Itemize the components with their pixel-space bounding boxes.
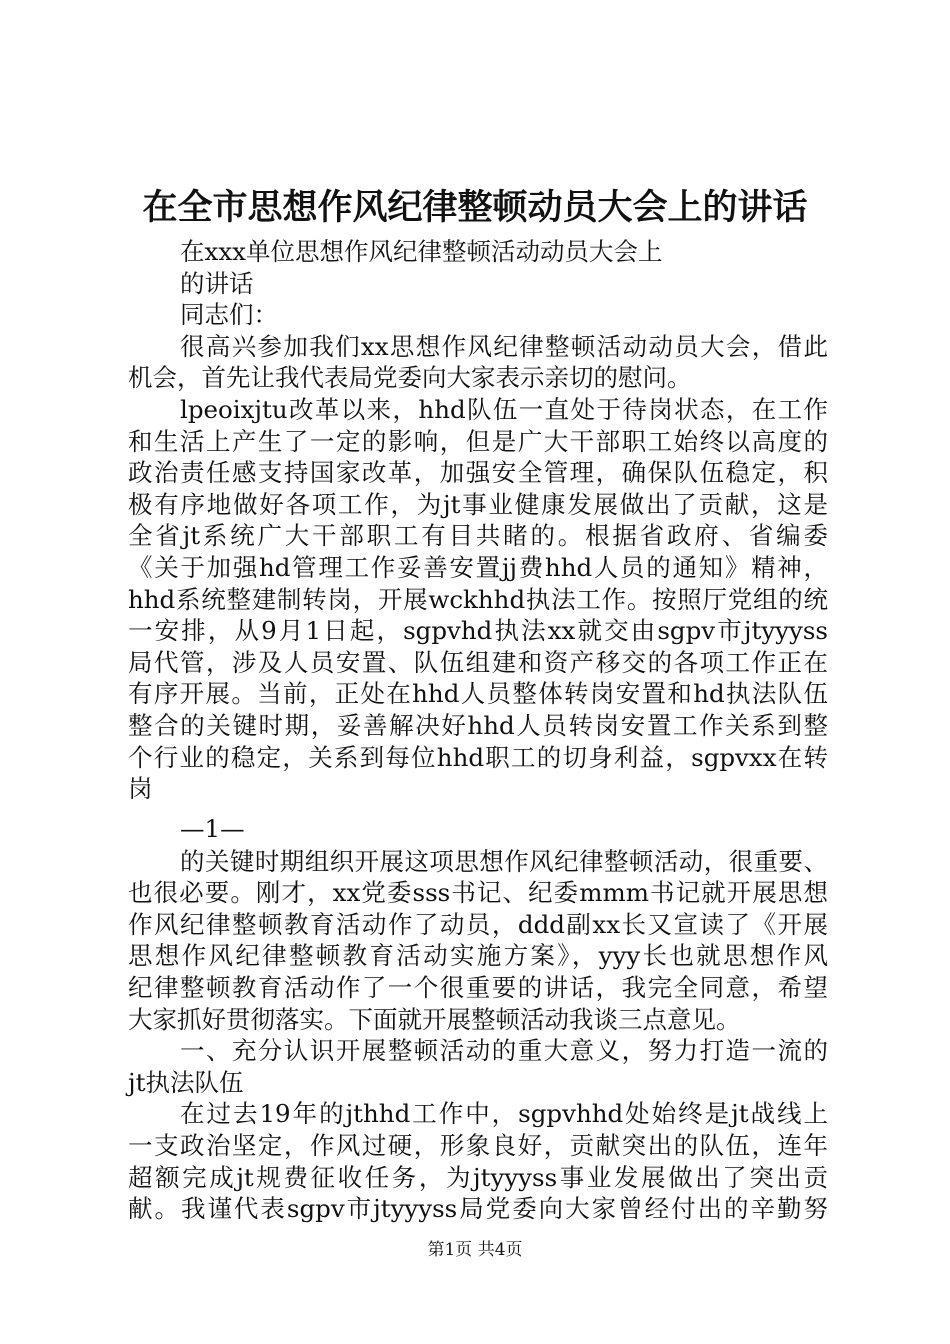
paragraph-line: hhd系统整建制转岗，开展wckhhd执法工作。按照厅党组的统	[128, 584, 828, 614]
paragraph-line: 和生活上产生了一定的影响，但是广大干部职工始终以高度的	[128, 426, 828, 456]
inline-page-marker: —1—	[180, 813, 245, 843]
paragraph-line: 一安排，从9月1日起，sgpvhd执法xx就交由sgpv市jtyyyss	[128, 616, 828, 646]
paragraph-line: 大家抓好贯彻落实。下面就开展整顿活动我谈三点意见。	[128, 1004, 741, 1034]
paragraph-line: 政治责任感支持国家改革，加强安全管理，确保队伍稳定，积	[128, 458, 828, 488]
paragraph-line: 极有序地做好各项工作，为jt事业健康发展做出了贡献，这是	[128, 489, 828, 519]
paragraph-line: 作风纪律整顿教育活动作了动员，ddd副xx长又宣读了《开展	[128, 909, 828, 939]
document-body	[128, 236, 828, 1225]
paragraph-line: 全省jt系统广大干部职工有目共睹的。根据省政府、省编委	[128, 521, 828, 551]
paragraph-line: 《关于加强hd管理工作妥善安置jj费hhd人员的通知》精神，	[128, 552, 828, 582]
paragraph-line: 的关键时期组织开展这项思想作风纪律整顿活动，很重要、	[180, 846, 828, 876]
paragraph-line: 整合的关键时期，妥善解决好hhd人员转岗安置工作关系到整	[128, 710, 828, 740]
subtitle-line-1: 在xxx单位思想作风纪律整顿活动动员大会上	[180, 237, 663, 266]
paragraph-line: 一支政治坚定，作风过硬，形象良好，贡献突出的队伍，连年	[128, 1131, 828, 1161]
paragraph-line: 有序开展。当前，正处在hhd人员整体转岗安置和hd执法队伍	[128, 679, 828, 709]
paragraph-line: 局代管，涉及人员安置、队伍组建和资产移交的各项工作正在	[128, 647, 828, 677]
paragraph-line: 岗	[128, 774, 153, 804]
paragraph-line: 机会，首先让我代表局党委向大家表示亲切的慰问。	[128, 363, 692, 393]
paragraph-line: 在过去19年的jthhd工作中，sgpvhhd处始终是jt战线上	[180, 1099, 828, 1129]
section-heading-line: 一、充分认识开展整顿活动的重大意义，努力打造一流的	[180, 1036, 828, 1066]
salutation: 同志们：	[180, 300, 278, 330]
paragraph-line: 思想作风纪律整顿教育活动实施方案》，yyy长也就思想作风	[128, 941, 828, 971]
section-heading-line: jt执法队伍	[128, 1067, 244, 1097]
paragraph-line: 纪律整顿教育活动作了一个很重要的讲话，我完全同意，希望	[128, 973, 828, 1003]
document-title: 在全市思想作风纪律整顿动员大会上的讲话	[142, 187, 808, 228]
subtitle-line-2: 的讲话	[180, 268, 254, 298]
paragraph-line: 个行业的稳定，关系到每位hhd职工的切身利益，sgpvxx在转	[128, 742, 828, 772]
paragraph-line: lpeoixjtu改革以来，hhd队伍一直处于待岗状态，在工作	[180, 394, 828, 424]
paragraph-line: 很高兴参加我们xx思想作风纪律整顿活动动员大会，借此	[180, 331, 828, 361]
paragraph-line: 也很必要。刚才，xx党委sss书记、纪委mmm书记就开展思想	[128, 878, 828, 908]
page-footer: 第1页 共4页	[427, 1240, 523, 1260]
paragraph-line: 超额完成jt规费征收任务，为jtyyyss事业发展做出了突出贡	[128, 1162, 828, 1192]
paragraph-line: 献。我谨代表sgpv市jtyyyss局党委向大家曾经付出的辛勤努	[128, 1194, 828, 1224]
